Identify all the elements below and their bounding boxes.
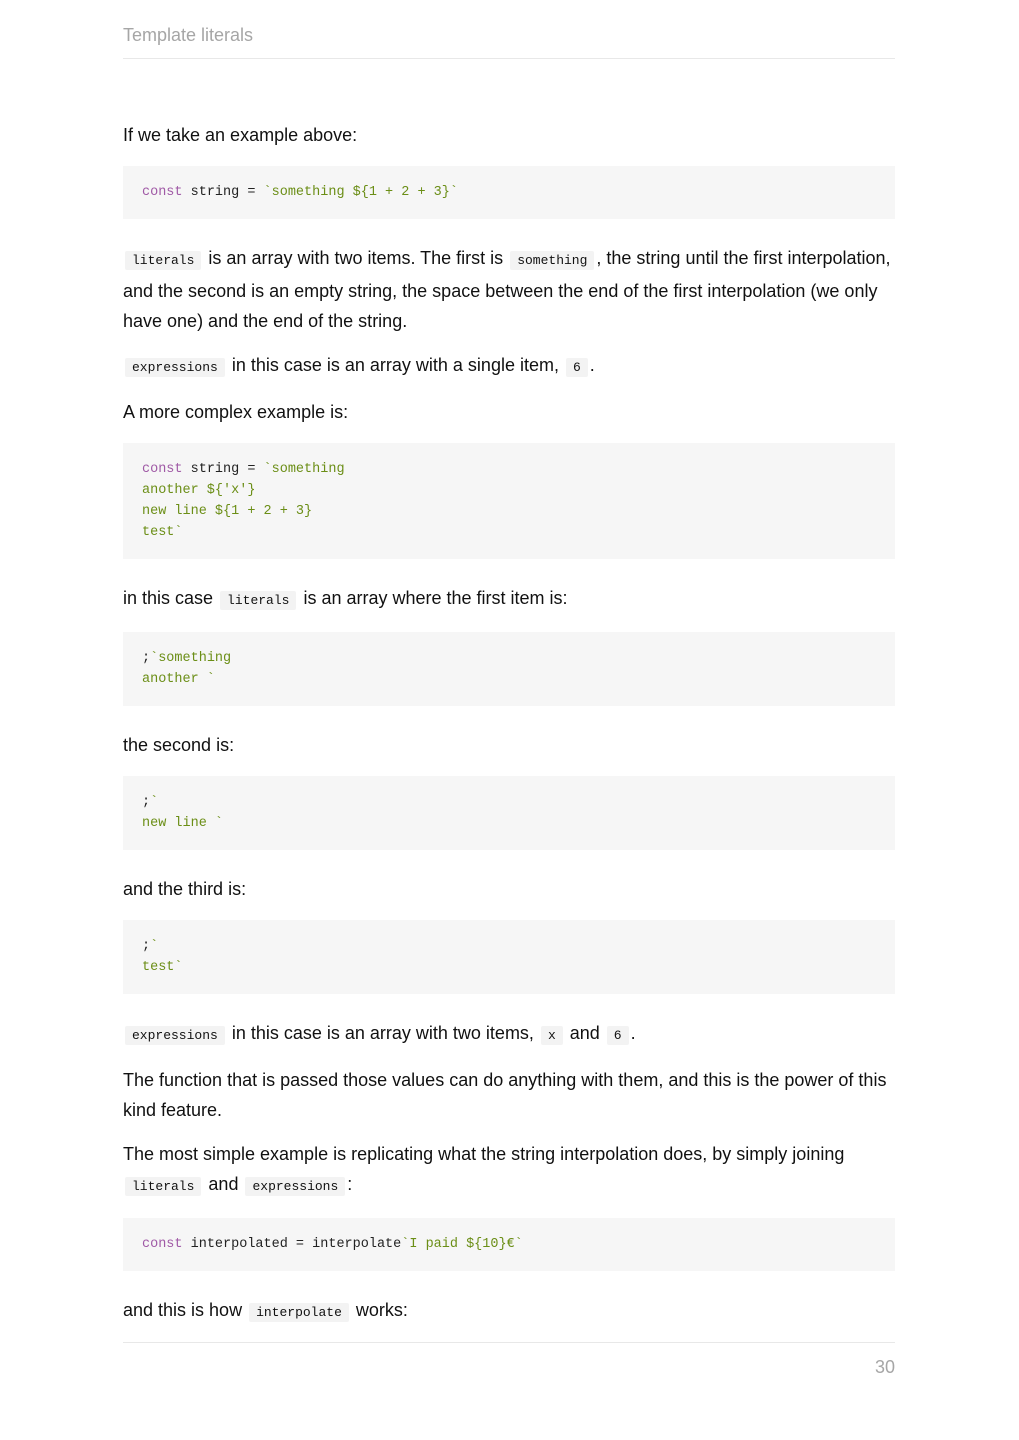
code-block-simple-template — [123, 166, 895, 219]
code-keyword: const — [142, 185, 183, 200]
paragraph-complex-intro: A more complex example is: — [123, 402, 349, 422]
paragraph-how-interpolate-works — [123, 1295, 895, 1328]
code-plain: string = — [182, 462, 264, 477]
code-block-first-item — [123, 632, 895, 706]
inline-code-expressions: expressions — [125, 358, 225, 377]
text-fragment: , the string until the first interpolation, and the second is an empty string, the space between the end of the first interpolation (we only have one) and the end of the string. — [123, 248, 891, 331]
code-string: `something another ${'x'} new line ${1 + 2 + 3} test` — [142, 462, 345, 540]
inline-code-expressions: expressions — [125, 1026, 225, 1045]
paragraph-expressions-two — [123, 1018, 895, 1051]
text-fragment: is an array with two items. The first is — [203, 248, 509, 268]
code-block-complex-template — [123, 443, 895, 559]
inline-code-expressions: expressions — [245, 1177, 345, 1196]
code-string: `something ${1 + 2 + 3}` — [263, 185, 458, 200]
inline-code-literals: literals — [125, 1177, 201, 1196]
paragraph-function-power: The function that is passed those values can do anything with them, and this is the power of this kind feature. — [123, 1070, 887, 1120]
text-fragment: and — [203, 1174, 244, 1194]
text-fragment: and — [564, 1023, 605, 1043]
text-fragment: The most simple example is replicating what the string interpolation does, by simply joining — [123, 1144, 845, 1164]
code-keyword: const — [142, 462, 183, 477]
chapter-title: Template literals — [123, 25, 254, 45]
running-footer — [123, 1342, 895, 1389]
text-fragment: . — [589, 355, 595, 375]
inline-code-literals: literals — [125, 251, 201, 270]
code-plain: string = — [182, 185, 264, 200]
inline-code-interpolate: interpolate — [249, 1303, 349, 1322]
document-page — [123, 0, 895, 1440]
paragraph-third-item: and the third is: — [123, 879, 247, 899]
code-plain: interpolated = interpolate — [182, 1237, 402, 1252]
text-fragment: works: — [350, 1300, 408, 1320]
code-plain: ; — [142, 939, 151, 954]
code-string: `something another ` — [142, 651, 232, 687]
inline-code-x: x — [541, 1026, 563, 1045]
inline-code-something: something — [510, 251, 594, 270]
running-header — [123, 22, 895, 59]
text-fragment: is an array where the first item is: — [298, 588, 568, 608]
paragraph-intro: If we take an example above: — [123, 125, 358, 145]
text-fragment: in this case — [123, 588, 219, 608]
page-content — [123, 120, 895, 1342]
paragraph-literals-explanation — [123, 243, 895, 336]
code-plain: ; — [142, 795, 151, 810]
paragraph-expressions-single — [123, 350, 895, 383]
text-fragment: in this case is an array with two items, — [226, 1023, 539, 1043]
code-string: `I paid ${10}€` — [401, 1237, 523, 1252]
code-string: ` new line ` — [142, 795, 224, 831]
page-number: 30 — [874, 1357, 895, 1377]
inline-code-literals: literals — [220, 591, 296, 610]
code-string: ` test` — [142, 939, 183, 975]
paragraph-second-item: the second is: — [123, 735, 235, 755]
code-keyword: const — [142, 1237, 183, 1252]
code-block-second-item — [123, 776, 895, 850]
text-fragment: . — [630, 1023, 636, 1043]
text-fragment: and this is how — [123, 1300, 248, 1320]
code-block-interpolate-call — [123, 1218, 895, 1271]
paragraph-simple-example — [123, 1139, 895, 1202]
paragraph-first-item — [123, 583, 895, 616]
code-plain: ; — [142, 651, 151, 666]
inline-code-6: 6 — [607, 1026, 629, 1045]
code-block-third-item — [123, 920, 895, 994]
inline-code-6: 6 — [566, 358, 588, 377]
text-fragment: : — [347, 1174, 353, 1194]
text-fragment: in this case is an array with a single item, — [226, 355, 564, 375]
